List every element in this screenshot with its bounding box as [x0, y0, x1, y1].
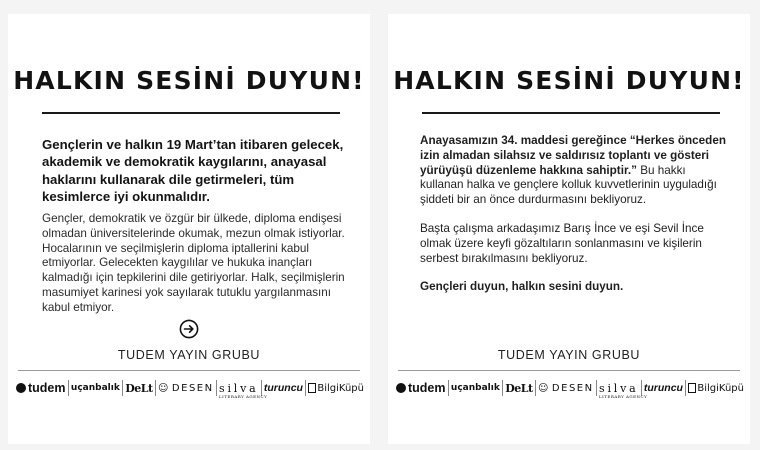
bilgikupu-logo: BilgiKüpü — [308, 383, 364, 394]
desen-logo: ☺ DESEN — [537, 382, 594, 394]
desen-logo: ☺ DESEN — [157, 382, 214, 394]
tudem-logo: tudem — [396, 381, 446, 395]
logo-divider — [68, 380, 69, 396]
turuncu-logo: turuncu — [643, 382, 683, 394]
logo-divider — [122, 380, 123, 396]
logo-divider — [535, 380, 536, 396]
logo-divider — [448, 380, 449, 396]
footer-divider — [398, 370, 740, 371]
left-post-card — [8, 14, 370, 444]
ucanbalik-logo: uçanbalık — [450, 383, 500, 393]
title-divider — [422, 112, 720, 114]
logo-divider — [305, 380, 306, 396]
bilgikupu-logo: BilgiKüpü — [688, 383, 744, 394]
post-title: HALKIN SESİNİ DUYUN! — [393, 66, 745, 95]
logo-divider — [596, 380, 597, 396]
title-divider — [42, 112, 340, 114]
arrow-right-circle-icon[interactable] — [179, 319, 199, 339]
publisher-logos — [16, 378, 364, 398]
publisher-logos — [396, 378, 744, 398]
footer-divider — [18, 370, 360, 371]
delt-logo: DeLt — [125, 381, 153, 395]
statement-text — [420, 134, 726, 309]
delt-logo: DeLt — [505, 381, 533, 395]
ucanbalik-logo: uçanbalık — [70, 383, 120, 393]
tudem-logo: tudem — [16, 381, 66, 395]
publisher-group-name: TUDEM YAYIN GRUBU — [497, 348, 641, 362]
silva-logo: silva LITERARY AGENCY — [219, 381, 268, 399]
body-paragraph: Gençler, demokratik ve özgür bir ülkede, diploma endişesi olmadan üniversitelerinde okumak, mezun olmak istiyorlar. Hocalarının ve seçilmişlerin diploma iptallerini kabul etmiyorlar. Gelecekten kaygılılar ve hukuka inançları kalmadığı için tepkilerini dile getiriyorlar. Halk, seçilmişlerin masumiyet karinesi yok sayılarak tutuklu yargılanmasını kabul etmiyor. — [42, 212, 345, 314]
logo-divider — [155, 380, 156, 396]
closing-line: Gençleri duyun, halkın sesini duyun. — [420, 280, 624, 294]
constitution-quote: Anayasamızın 34. maddesi gereğince “Herkes önceden izin almadan silahsız ve saldırısız toplantı ve gösteri yürüyüşü düzenleme hakkına sahiptir.” — [420, 134, 726, 177]
detention-paragraph: Başta çalışma arkadaşımız Barış İnce ve eşi Sevil İnce olmak üzere keyfi gözaltıların sonlanmasını ve kişilerin serbest bırakılmasını bekliyoruz. — [420, 221, 704, 265]
logo-divider — [685, 380, 686, 396]
demand-paragraph: Bu hakkı kullanan halka ve gençlere kolluk kuvvetlerinin uyguladığı şiddeti bir an önce durdurmasını bekliyoruz. — [420, 163, 717, 207]
turuncu-logo: turuncu — [263, 382, 303, 394]
publisher-group-name: TUDEM YAYIN GRUBU — [117, 348, 261, 362]
silva-logo: silva LITERARY AGENCY — [599, 381, 648, 399]
right-post-card — [388, 14, 750, 444]
logo-divider — [502, 380, 503, 396]
logo-divider — [216, 380, 217, 396]
post-title: HALKIN SESİNİ DUYUN! — [13, 66, 365, 95]
lead-paragraph: Gençlerin ve halkın 19 Mart’tan itibaren gelecek, akademik ve demokratik kaygılarını, anayasal haklarını kullanarak dile getirmeleri, tüm kesimlerce iyi okunmalıdır. — [42, 137, 344, 204]
